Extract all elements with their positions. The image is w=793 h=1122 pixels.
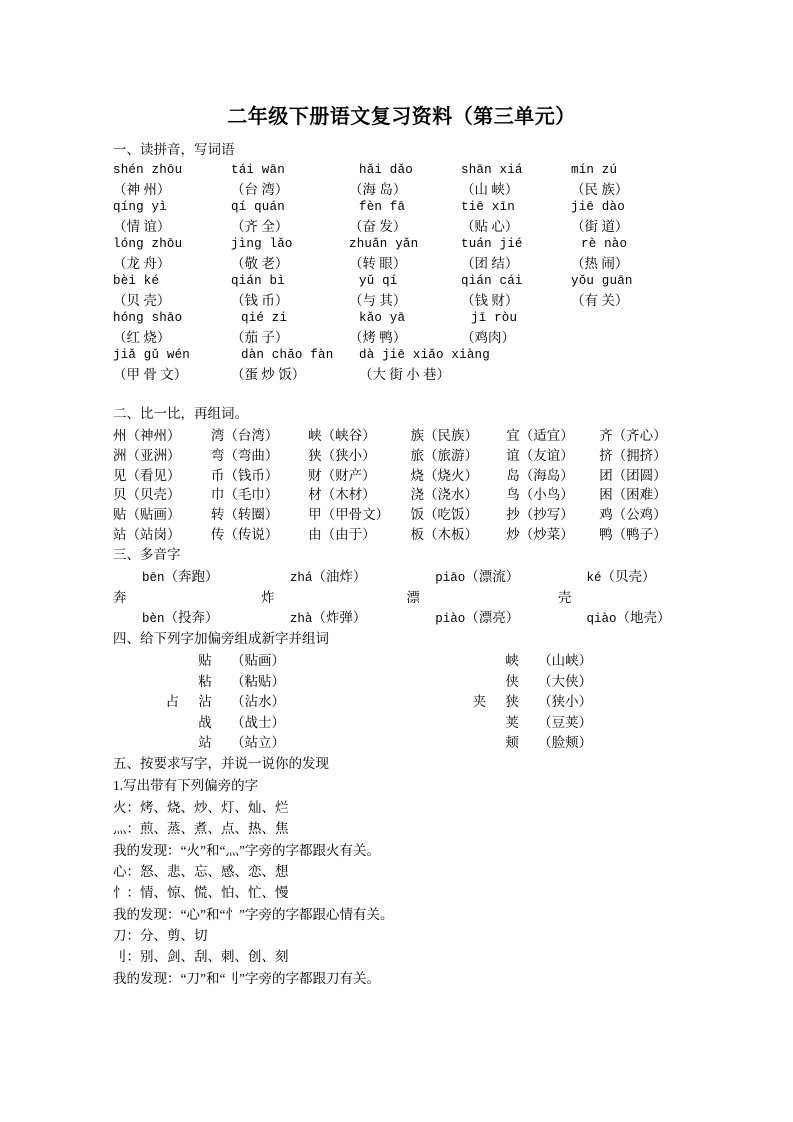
compare-cell: 浇（浇水） [410,487,479,503]
pinyin-text: kǎo yā [359,310,406,325]
word-answer: （海 岛） [349,182,407,197]
polyphonic-word: （投奔） [164,610,219,626]
compare-cell: 岛（海岛） [506,467,574,483]
radical-row [113,672,690,693]
polyphonic-block [113,567,690,629]
word-answer: （贴 心） [461,218,519,234]
compare-cell: 狭（狭小） [308,447,376,463]
finding-line: 我的发现：“刀”和“刂”字旁的字都跟刀有关。 [113,970,380,986]
word-row [113,180,690,199]
compare-cell: 巾（毛巾） [210,487,279,503]
compare-cell: 见（看见） [113,467,181,483]
compare-cell: 鸟（小鸟） [506,487,574,503]
compare-cell: 转（转圈） [210,507,279,523]
polyphonic-top-row [113,567,690,588]
word-answer: （团 结） [461,255,519,271]
pinyin-text: tái wān [231,163,285,178]
pinyin-row [113,236,690,254]
word-row [113,291,690,310]
polyphonic-base-char: 壳 [557,590,572,605]
compare-cell: 饭（吃饭） [410,507,479,523]
pinyin-text: qié zi [241,310,288,325]
polyphonic-pinyin: piāo [435,571,466,586]
pinyin-text: shén zhōu [113,163,183,178]
radical-row [113,692,690,713]
compare-cell: 贝（贝壳） [113,487,181,503]
compare-cell: 峡（峡谷） [308,427,376,443]
word-answer: （大 街 小 巷） [359,366,451,382]
compare-cell: 困（困难） [599,487,667,503]
section-1-heading: 一、读拼音，写词语 [113,142,235,157]
section-spacer [113,384,690,404]
compare-cell: 谊（友谊） [506,447,574,463]
pinyin-text: fèn fā [359,200,406,215]
word-answer: （街 道） [571,218,629,234]
pinyin-text: lóng zhōu [113,237,183,252]
radical-word: （贴画） [231,653,285,669]
radical-base-char [117,672,179,693]
word-answer: （蛋 炒 饭） [231,366,306,382]
pinyin-text: yǒu guān [571,273,633,288]
word-answer: （钱 财） [461,292,519,308]
word-answer: （茄 子） [231,329,289,345]
word-answer: （台 湾） [231,182,289,197]
radical-word: （战士） [231,714,285,730]
polyphonic-word: （贝壳） [601,569,656,585]
pinyin-text: jìng lǎo [231,237,293,252]
word-answer: （奋 发） [349,218,407,234]
polyphonic-pinyin: qiào [586,612,617,627]
radical-new-char: 峡 [505,653,519,669]
compare-cell: 齐（齐心） [599,427,667,443]
table-row [113,466,690,486]
pinyin-row [113,162,690,180]
pinyin-text: dàn chǎo fàn [241,347,334,362]
radical-base-char: 占 [165,694,179,710]
compare-cell: 材（木材） [308,487,376,503]
word-row [113,254,690,273]
radical-new-char: 贴 [198,653,212,669]
add-radical-block [113,651,690,754]
compare-cell: 挤（拥挤） [599,447,667,463]
pinyin-text: mín zú [571,163,618,178]
radical-char-line: 忄：情、惊、慌、怕、忙、慢 [113,885,289,901]
compare-cell: 州（神州） [113,427,181,443]
word-answer: （热 闹） [571,255,629,271]
polyphonic-pinyin: zhà [289,612,313,627]
compare-cell: 抄（抄写） [506,507,574,523]
word-answer: （情 谊） [113,218,171,234]
pinyin-word-block [113,162,690,383]
compare-cell: 洲（亚洲） [113,447,181,463]
polyphonic-base-row [113,588,690,608]
word-answer: （龙 舟） [113,255,171,271]
compare-cell: 甲（甲骨文） [308,507,390,523]
word-answer: （烤 鸭） [349,329,407,345]
compare-cell: 旅（旅游） [410,447,479,463]
word-answer: （山 峡） [461,182,519,197]
radical-base-char [117,713,179,734]
compare-cell: 弯（弯曲） [210,447,279,463]
polyphonic-base-char: 炸 [261,590,275,605]
radical-new-char: 战 [198,714,212,730]
compare-words-table [113,426,690,545]
word-answer: （神 州） [113,182,171,197]
radical-char-line: 灬：煎、蒸、煮、点、热、焦 [113,821,289,837]
pinyin-text: qí quán [231,200,285,215]
table-row [113,446,690,466]
polyphonic-word: （炸弹） [312,610,367,626]
pinyin-text: yǔ qí [359,273,398,288]
radical-word: （山峡） [538,653,593,669]
word-answer: （民 族） [571,182,629,197]
radical-word: （豆荚） [538,714,593,730]
polyphonic-bottom-row [113,608,690,629]
compare-cell: 鸡（公鸡） [599,507,667,523]
radical-base-char: 夹 [472,694,487,710]
polyphonic-word: （地壳） [616,610,671,626]
pinyin-row [113,347,690,365]
word-answer: （转 眼） [349,255,407,271]
word-row [113,328,690,347]
finding-line: 我的发现：“火”和“灬”字旁的字都跟火有关。 [113,842,380,858]
radical-base-char [117,651,179,672]
radical-word: （脸颊） [538,735,593,751]
pinyin-text: jī ròu [471,310,518,325]
radical-base-char [424,672,486,693]
radical-word: （站立） [231,735,285,751]
radical-char-line: 刀：分、剪、切 [113,927,208,943]
compare-cell: 财（财产） [308,467,376,483]
pinyin-row [113,199,690,217]
radical-new-char: 沾 [198,694,212,710]
compare-cell: 站（站岗） [113,527,181,543]
pinyin-text: qíng yì [113,200,167,215]
radical-char-line: 心：怒、悲、忘、感、恋、想 [113,863,289,879]
pinyin-row [113,273,690,291]
table-row [113,525,690,545]
section-5-subheading: 1.写出带有下列偏旁的字 [113,778,259,794]
polyphonic-pinyin: ké [586,571,602,586]
table-row [113,485,690,505]
radical-new-char: 颊 [505,735,519,751]
pinyin-text: bèi ké [113,273,160,288]
radical-findings-block [113,797,690,989]
finding-line: 我的发现：“心”和“忄”字旁的字都跟心情有关。 [113,906,394,922]
radical-base-char [424,733,486,754]
compare-cell: 贴（贴画） [113,507,181,523]
word-row [113,365,690,384]
radical-base-char [117,733,179,754]
compare-cell: 炒（炒菜） [506,527,574,543]
radical-base-char [424,713,486,734]
word-answer: （鸡肉） [461,329,515,345]
radical-char-line: 火：烤、烧、炒、灯、灿、烂 [113,800,289,815]
pinyin-row [113,310,690,328]
compare-cell: 由（由于） [308,527,376,543]
polyphonic-pinyin: bèn [142,612,165,627]
page-title: 二年级下册语文复习资料（第三单元） [227,106,576,128]
polyphonic-base-char: 奔 [113,590,127,605]
pinyin-text: jiē dào [571,200,625,215]
pinyin-text: zhuǎn yǎn [349,237,419,252]
radical-new-char: 站 [198,735,212,751]
radical-new-char: 荚 [505,714,519,730]
polyphonic-pinyin: bēn [142,571,165,586]
polyphonic-word: （油炸） [312,569,367,585]
polyphonic-word: （奔跑） [164,569,219,585]
compare-cell: 湾（台湾） [210,427,279,443]
pinyin-text: tuán jié [461,237,523,252]
pinyin-text: shān xiá [461,163,523,178]
radical-new-char: 侠 [505,673,519,689]
polyphonic-pinyin: piào [435,612,466,627]
radical-word: （狭小） [538,694,593,710]
word-answer: （钱 币） [231,292,289,308]
section-4-heading: 四、给下列字加偏旁组成新字并组词 [113,631,329,646]
polyphonic-word: （漂流） [465,569,520,585]
section-2-heading: 二、比一比，再组词。 [113,405,248,421]
word-answer: （甲 骨 文） [113,366,188,382]
word-answer: （有 关） [571,292,629,308]
compare-cell: 族（民族） [410,427,479,443]
radical-new-char: 粘 [198,673,212,689]
radical-new-char: 狭 [505,694,519,710]
word-answer: （敬 老） [231,255,289,271]
word-answer: （红 烧） [113,329,171,345]
table-row [113,426,690,446]
word-answer: （贝 壳） [113,292,171,308]
pinyin-text: qián cái [461,273,523,288]
radical-word: （大侠） [538,673,593,689]
pinyin-text: tiē xīn [461,200,515,215]
word-answer: （与 其） [349,292,407,308]
polyphonic-word: （漂亮） [465,610,520,626]
word-answer: （齐 全） [231,218,289,234]
compare-cell: 币（钱币） [210,467,279,483]
radical-char-line: 刂：别、剑、刮、刺、创、刻 [113,949,289,965]
radical-word: （沾水） [231,694,285,710]
compare-cell: 传（传说） [210,527,279,543]
section-3-heading: 三、多音字 [113,547,181,562]
section-5-heading: 五、按要求写字，并说一说你的发现 [113,755,329,771]
compare-cell: 烧（烧火） [410,467,479,483]
pinyin-text: jiǎ gǔ wén [113,347,191,362]
radical-row [113,651,690,672]
pinyin-text: dà jiē xiǎo xiàng [359,347,490,362]
compare-cell: 鸭（鸭子） [599,527,667,543]
polyphonic-base-char: 漂 [406,590,420,605]
radical-row [113,713,690,734]
pinyin-text: hǎi dǎo [359,163,413,178]
radical-word: （粘贴） [231,673,285,689]
compare-cell: 宜（适宜） [506,427,574,443]
compare-cell: 团（团圆） [599,467,667,483]
pinyin-text: hóng shāo [113,310,183,325]
pinyin-text: qián bì [231,273,285,288]
radical-base-char [424,651,486,672]
polyphonic-pinyin: zhá [289,571,313,586]
compare-cell: 板（木板） [410,527,479,543]
pinyin-text: rè nào [581,237,628,252]
word-row [113,217,690,236]
table-row [113,505,690,525]
radical-row [113,733,690,754]
